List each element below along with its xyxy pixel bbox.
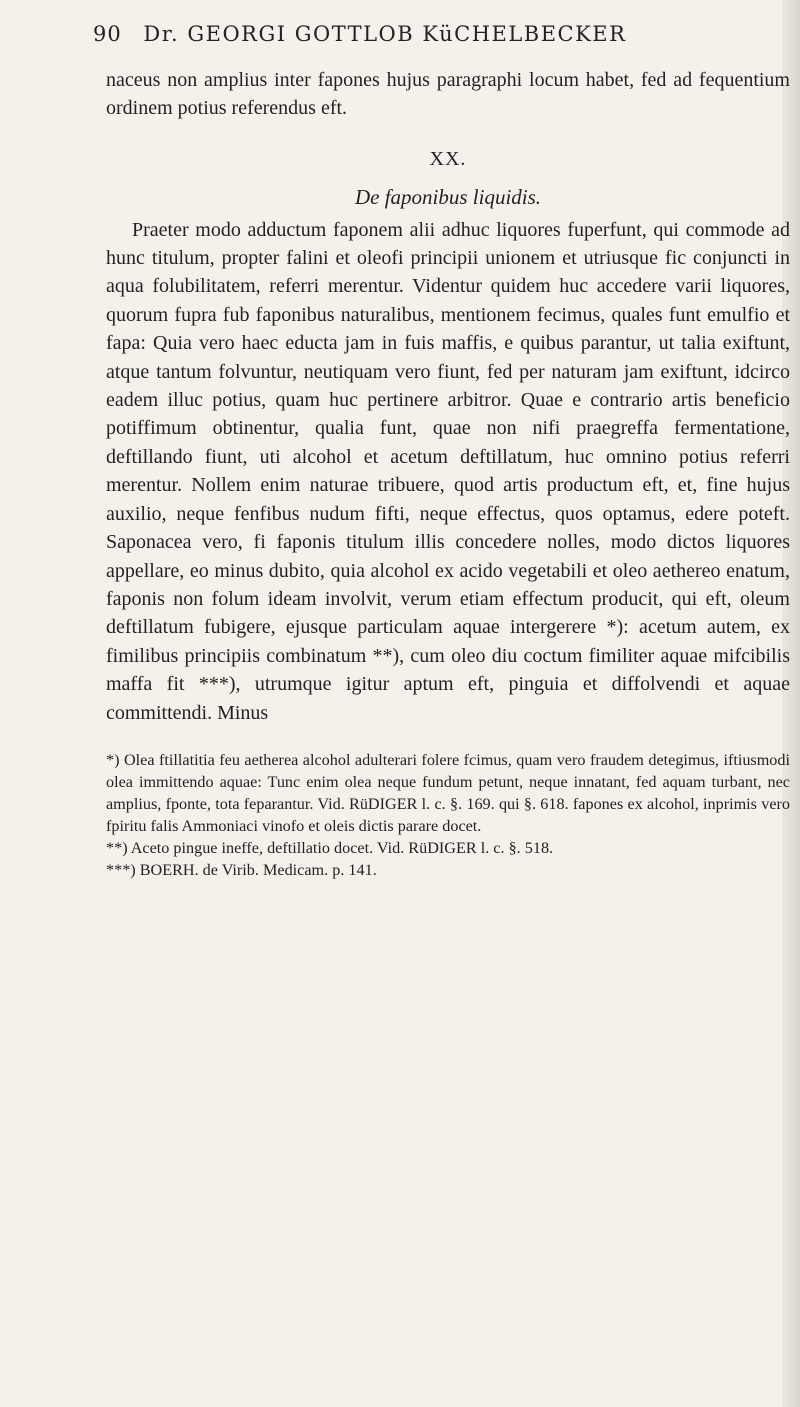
page-number: 90	[93, 22, 122, 46]
footnote-separator	[106, 727, 790, 749]
intro-paragraph: naceus non amplius inter fapones hujus paragraphi locum habet, fed ad fequentium ordinem potius referendus eft.	[106, 69, 790, 120]
footnote-3: ***) BOERH. de Virib. Medicam. p. 141.	[106, 860, 377, 879]
running-header	[93, 22, 753, 46]
footnote-1: *) Olea ftillatitia feu aetherea alcohol adulterari folere fcimus, quam vero fraudem detegimus, iftiusmodi olea immittendo aquae: Tunc enim olea neque fundum petunt, neque innatant, fed aquam turbant, nec amplius, fponte, tota feparantur. Vid. RüDIGER l. c. §. 169. qui §. 618. fapones ex alcohol, inprimis vero fpiritu falis Ammoniaci vinofo et oleis dictis parare docet.	[106, 750, 790, 835]
main-text	[106, 66, 790, 881]
footnote-2: **) Aceto pingue ineffe, deftillatio docet. Vid. RüDIGER l. c. §. 518.	[106, 838, 554, 857]
footnotes	[106, 749, 790, 881]
body-paragraph: Praeter modo adductum faponem alii adhuc liquores fuperfunt, qui commode ad hunc titulum, propter falini et oleofi principii unionem et utriusque fic conjuncti in aqua folubilitatem, referri merentur. Videntur quidem huc accedere varii liquores, quorum fupra fub faponibus naturalibus, mentionem fecimus, quales funt emulfio et fapa: Quia vero haec educta jam in fuis maffis, e quibus parantur, ut talia exiftunt, atque tantum folvuntur, neutiquam vero fiunt, fed per naturam jam exiftunt, idcirco eadem illuc potius, quam huc pertinere arbitror. Quae e contrario artis beneficio potiffimum obtinentur, qualia funt, quae non nifi praegreffa fermentatione, deftillando fiunt, uti alcohol et acetum deftillatum, huc omnino potius referri merentur. Nollem enim naturae tribuere, quod artis productum eft, et, fine hujus auxilio, neque fenfibus nudum fifti, neque effectus, quos optamus, edere poteft. Saponacea vero, fi faponis titulum illis concedere nolles, modo dictos liquores appellare, eo minus dubito, quia alcohol ex acido vegetabili et oleo aethereo enatum, faponis non folum ideam involvit, verum etiam effectum producit, qui eft, oleum deftillatum fubigere, ejusque particulam aquae intergerere *): acetum autem, ex fimilibus principiis combinatum **), cum oleo diu coctum fimiliter aquae mifcibilis maffa fit ***), utrumque igitur aptum eft, pinguia et diffolvendi et aquae committendi. Minus	[106, 218, 790, 724]
running-head-author: Dr. GEORGI GOTTLOB KüCHELBECKER	[143, 22, 627, 46]
section-number: XX.	[429, 147, 467, 170]
section-title: De faponibus liquidis.	[354, 185, 542, 210]
